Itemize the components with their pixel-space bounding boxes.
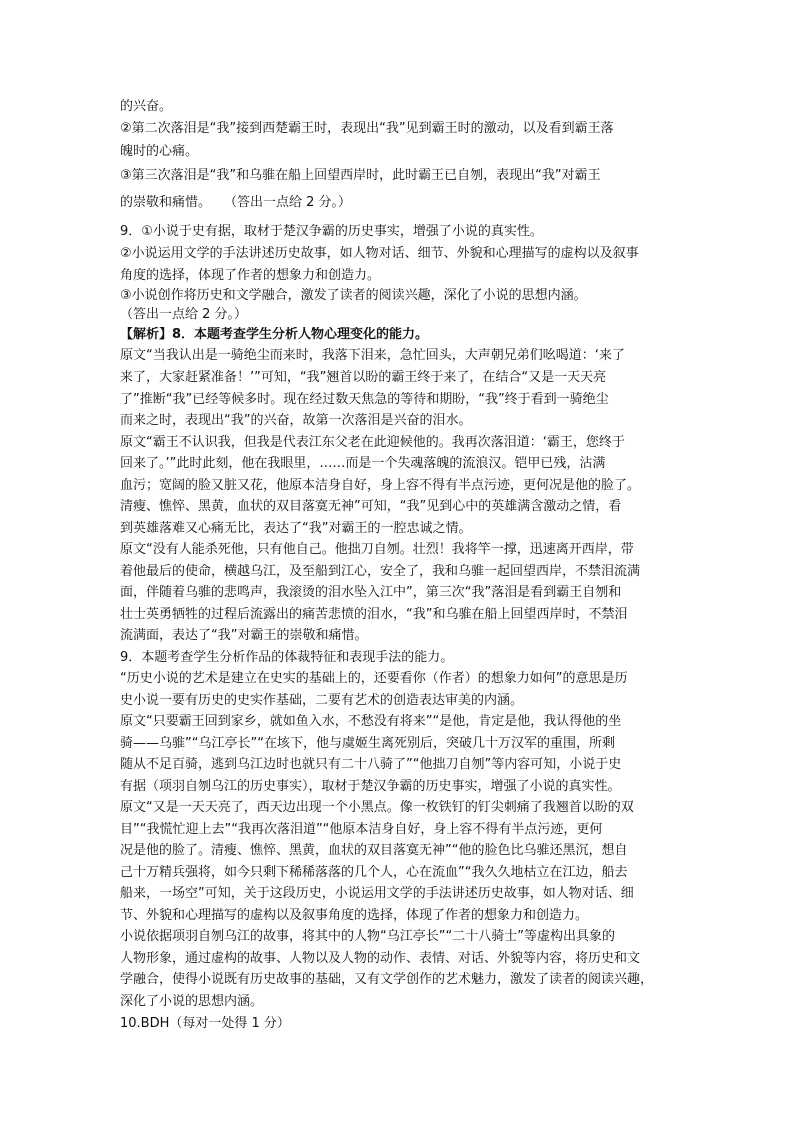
- text-line: “历史小说的艺术是建立在史实的基础上的，还要看你（作者）的想象力如何”的意思是历: [120, 671, 628, 686]
- text-line: 原文“霸王不认识我，但我是代表江东父老在此迎候他的。我再次落泪道：‘霸王，您终于: [120, 435, 625, 450]
- text-line: 骑——乌骓”“乌江亭长”“在垓下，他与虞姬生离死别后，突破几十万汉军的重围，所剩: [120, 736, 615, 751]
- text-line: 角度的选择，体现了作者的想象力和创造力。: [120, 268, 381, 283]
- text-line: 清瘦、憔悴、黑黄，血状的双目落寞无神”可知，“我”见到心中的英雄满含激动之情，看: [120, 499, 622, 514]
- text-line: 人物形象，通过虚构的故事、人物以及人物的动作、表情、对话、外貌等内容，将历史和文: [120, 951, 641, 966]
- text-line: 深化了小说的思想内涵。: [120, 994, 264, 1009]
- text-line: 原文“当我认出是一骑绝尘而来时，我落下泪来，急忙回头，大声朝兄弟们吆喝道：‘来了: [120, 348, 625, 363]
- text-line: ③第三次落泪是“我”和乌骓在船上回望西岸时，此时霸王已自刎，表现出“我”对霸王: [120, 168, 601, 183]
- text-line: 史小说一要有历史的史实作基础，二要有艺术的创造表达审美的内涵。: [120, 693, 524, 708]
- text-line: 10.BDH（每对一处得 1 分）: [120, 1016, 290, 1031]
- text-line: 9．本题考查学生分析作品的体裁特征和表现手法的能力。: [120, 650, 454, 665]
- text-line: 节、外貌和心理描写的虚构以及叙事角度的选择，体现了作者的想象力和创造力。: [120, 908, 589, 923]
- analysis-heading: 【解析】8．本题考查学生分析人物心理变化的能力。: [120, 327, 429, 342]
- text-line: 而来之时，表现出“我”的兴奋，故第一次落泪是兴奋的泪水。: [120, 413, 472, 428]
- text-line: 船来，一场空”可知，关于这段历史，小说运用文学的手法讲述历史故事，如人物对话、细: [120, 886, 634, 901]
- text-line: 目”“我慌忙迎上去”“我再次落泪道”“他原本洁身自好，身上容不得有半点污迹，更何: [120, 822, 603, 837]
- text-line: ②第二次落泪是“我”接到西楚霸王时，表现出“我”见到霸王时的激动，以及看到霸王落: [120, 121, 614, 136]
- text-line: 来了，大家赶紧准备！’”可知，“我”翘首以盼的霸王终于来了，在结合“又是一天天亮: [120, 370, 607, 385]
- text-line: 原文“没有人能杀死他，只有他自己。他拙刀自刎。壮烈！我将竿一撑，迅速离开西岸，带: [120, 542, 634, 557]
- text-line: 学融合，使得小说既有历史故事的基础，又有文学创作的艺术魅力，激发了读者的阅读兴趣，: [120, 972, 654, 987]
- text-line: 随从不足百骑，逃到乌江边时也就只有二十八骑了”“他拙刀自刎”等内容可知，小说于史: [120, 757, 622, 772]
- text-line: 小说依据项羽自刎乌江的故事，将其中的人物“乌江亭长”“二十八骑士”等虚构出具象的: [120, 929, 615, 944]
- text-line: 了”推断“我”已经等候多时。现在经过数天焦急的等待和期盼，“我”终于看到一骑绝尘: [120, 392, 609, 407]
- text-line: 流满面，表达了“我”对霸王的崇敬和痛惜。: [120, 628, 368, 643]
- text-line: 血污；宽阔的脸又脏又花，他原本洁身自好，身上容不得有半点污迹，更何况是他的脸了。: [120, 478, 641, 493]
- text-line: 原文“又是一天天亮了，西天边出现一个小黑点。像一枚铁钉的钉尖刺痛了我翘首以盼的双: [120, 800, 634, 815]
- text-line: ②小说运用文学的手法讲述历史故事，如人物对话、细节、外貌和心理描写的虚构以及叙事: [120, 246, 639, 261]
- text-line: 面，伴随着乌骓的悲鸣声，我滚烫的泪水坠入江中”，第三次“我”落泪是看到霸王自刎和: [120, 585, 622, 600]
- text-line: 况是他的脸了。清瘦、憔悴、黑黄，血状的双目落寞无神”“他的脸色比乌骓还黑沉，想自: [120, 843, 628, 858]
- text-line: 己十万精兵强将，如今只剩下稀稀落落的几个人，心在流血”“我久久地枯立在江边，船去: [120, 865, 628, 880]
- text-line: 的兴奋。: [120, 99, 173, 114]
- text-line: 回来了。’”此时此刻，他在我眼里，……而是一个失魂落魄的流浪汉。铠甲已残，沾满: [120, 456, 606, 471]
- text-line: 有据（项羽自刎乌江的历史事实），取材于楚汉争霸的历史事实，增强了小说的真实性。: [120, 779, 621, 794]
- text-line: 9．①小说于史有据，取材于楚汉争霸的历史事实，增强了小说的真实性。: [120, 224, 543, 239]
- text-line: ③小说创作将历史和文学融合，激发了读者的阅读兴趣，深化了小说的思想内涵。: [120, 288, 587, 303]
- text-line: 壮士英勇牺牲的过程后流露出的痛苦悲愤的泪水，“我”和乌骓在船上回望西岸时，不禁泪: [120, 607, 628, 622]
- text-line: （答出一点给 2 分。）: [120, 307, 248, 322]
- text-line: 到英雄落难又心痛无比，表达了“我”对霸王的一腔忠诚之情。: [120, 521, 472, 536]
- text-line: 着他最后的使命，横越乌江，及至船到江心，安全了，我和乌骓一起回望西岸，不禁泪流满: [120, 564, 641, 579]
- text-line: 的崇敬和痛惜。 （答出一点给 2 分。）: [120, 195, 352, 210]
- text-line: 原文“只要霸王回到家乡，就如鱼入水，不愁没有将来”“是他，肯定是他，我认得他的坐: [120, 714, 622, 729]
- text-line: 魄时的心痛。: [120, 144, 199, 159]
